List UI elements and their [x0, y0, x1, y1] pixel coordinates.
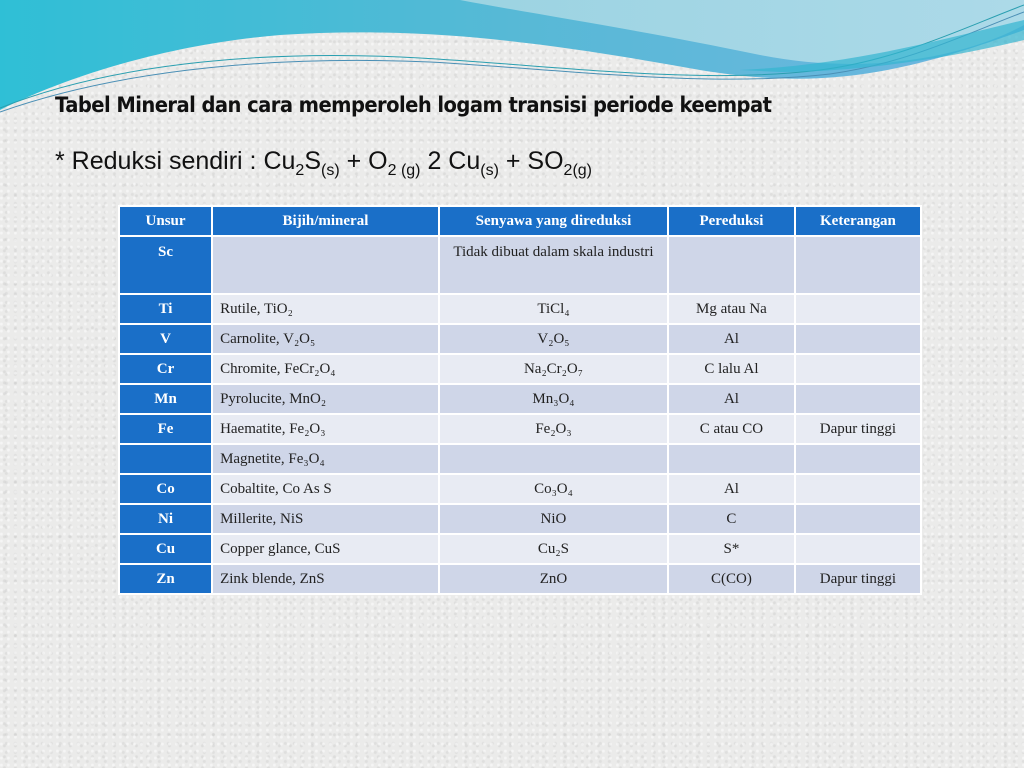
table-row [119, 414, 921, 444]
cell-pereduksi: S* [668, 534, 795, 564]
mineral-table [118, 205, 922, 595]
cell-mineral: Carnolite, V₂O₅ [212, 324, 439, 354]
cell-unsur: V [119, 324, 212, 354]
cell-mineral: Haematite, Fe₂O₃ [212, 414, 439, 444]
cell-pereduksi: C atau CO [668, 414, 795, 444]
cell-pereduksi: Mg atau Na [668, 294, 795, 324]
cell-keterangan [795, 504, 921, 534]
cell-pereduksi: Al [668, 384, 795, 414]
cell-pereduksi: C(CO) [668, 564, 795, 594]
header-unsur: Unsur [119, 206, 212, 236]
cell-unsur: Fe [119, 414, 212, 444]
cell-pereduksi [668, 444, 795, 474]
table-row [119, 474, 921, 504]
cell-mineral: Zink blende, ZnS [212, 564, 439, 594]
cell-keterangan: Dapur tinggi [795, 414, 921, 444]
table-header-row [119, 206, 921, 236]
cell-senyawa: NiO [439, 504, 668, 534]
header-bijih-mineral: Bijih/mineral [212, 206, 439, 236]
cell-keterangan [795, 534, 921, 564]
table-row [119, 384, 921, 414]
cell-unsur: Ni [119, 504, 212, 534]
slide-title: Tabel Mineral dan cara memperoleh logam transisi periode keempat [55, 93, 772, 117]
cell-unsur: Sc [119, 236, 212, 294]
header-pereduksi: Pereduksi [668, 206, 795, 236]
cell-senyawa: Co₃O₄ [439, 474, 668, 504]
cell-unsur [119, 444, 212, 474]
cell-unsur: Mn [119, 384, 212, 414]
cell-senyawa: Mn₃O₄ [439, 384, 668, 414]
cell-unsur: Co [119, 474, 212, 504]
cell-unsur: Ti [119, 294, 212, 324]
cell-mineral: Chromite, FeCr₂O₄ [212, 354, 439, 384]
cell-mineral: Millerite, NiS [212, 504, 439, 534]
table-row [119, 444, 921, 474]
table-row [119, 324, 921, 354]
cell-keterangan [795, 384, 921, 414]
cell-mineral: Pyrolucite, MnO₂ [212, 384, 439, 414]
cell-senyawa: Tidak dibuat dalam skala industri [439, 236, 668, 294]
cell-keterangan [795, 324, 921, 354]
cell-pereduksi: Al [668, 474, 795, 504]
cell-pereduksi [668, 236, 795, 294]
table-row [119, 354, 921, 384]
cell-keterangan [795, 354, 921, 384]
header-senyawa: Senyawa yang direduksi [439, 206, 668, 236]
cell-unsur: Cu [119, 534, 212, 564]
cell-pereduksi: C lalu Al [668, 354, 795, 384]
cell-senyawa: ZnO [439, 564, 668, 594]
cell-mineral: Cobaltite, Co As S [212, 474, 439, 504]
cell-unsur: Cr [119, 354, 212, 384]
cell-keterangan [795, 236, 921, 294]
table-row [119, 294, 921, 324]
reduction-equation: * Reduksi sendiri : $Cu_2S_{(s)} + O_{2 (g)}$ 2 $Cu_{(s)} + SO_{2(g)}$ [55, 147, 592, 179]
cell-mineral [212, 236, 439, 294]
cell-mineral: Rutile, TiO₂ [212, 294, 439, 324]
cell-senyawa: TiCl₄ [439, 294, 668, 324]
cell-senyawa: Cu₂S [439, 534, 668, 564]
cell-senyawa: Fe₂O₃ [439, 414, 668, 444]
cell-senyawa: V₂O₅ [439, 324, 668, 354]
table-row [119, 504, 921, 534]
table-row [119, 236, 921, 294]
cell-pereduksi: Al [668, 324, 795, 354]
table-row [119, 564, 921, 594]
header-keterangan: Keterangan [795, 206, 921, 236]
cell-keterangan [795, 444, 921, 474]
cell-mineral: Copper glance, CuS [212, 534, 439, 564]
cell-keterangan [795, 294, 921, 324]
cell-unsur: Zn [119, 564, 212, 594]
cell-keterangan: Dapur tinggi [795, 564, 921, 594]
cell-keterangan [795, 474, 921, 504]
cell-senyawa [439, 444, 668, 474]
cell-mineral: Magnetite, Fe₃O₄ [212, 444, 439, 474]
table-row [119, 534, 921, 564]
equation-prefix: * Reduksi sendiri : [55, 147, 264, 175]
cell-pereduksi: C [668, 504, 795, 534]
cell-senyawa: Na₂Cr₂O₇ [439, 354, 668, 384]
